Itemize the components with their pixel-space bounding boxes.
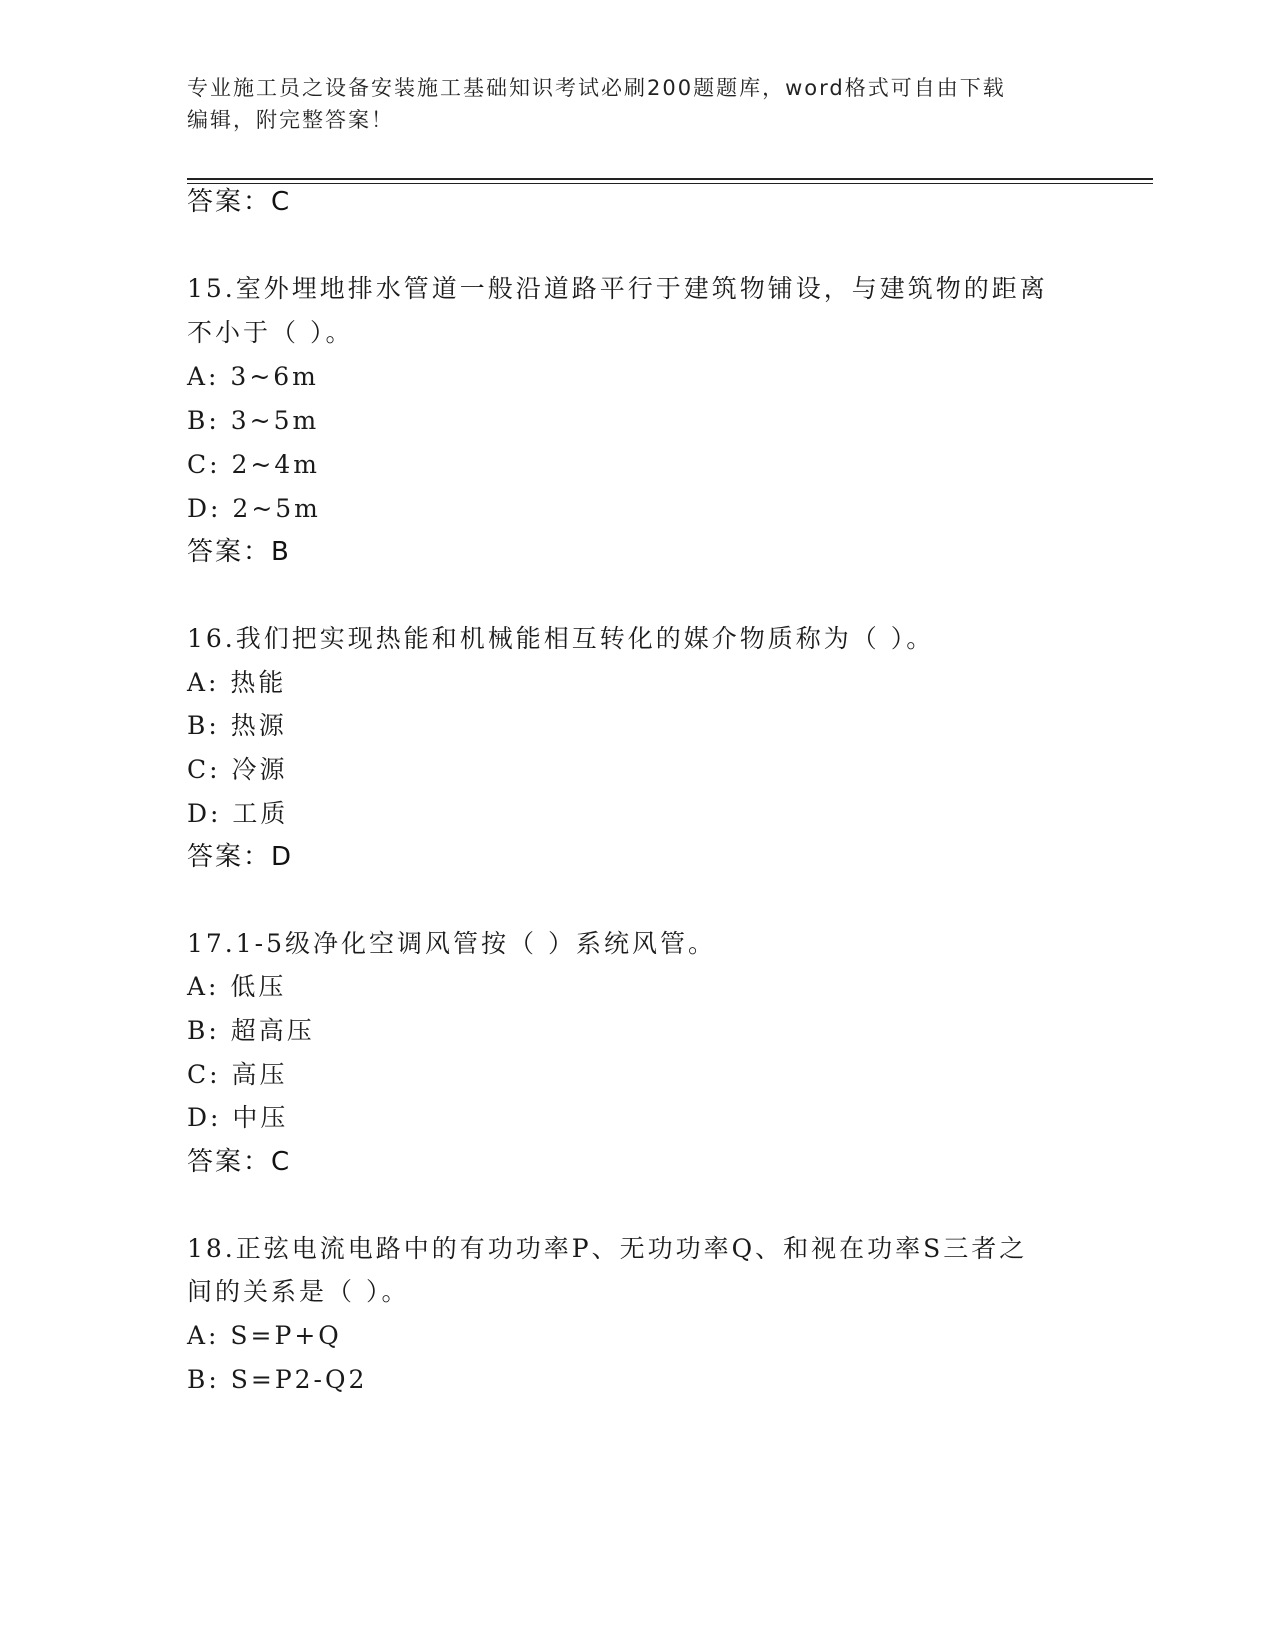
question-stem-line-2: 间的关系是（ ）。 xyxy=(187,1277,410,1306)
document-header xyxy=(187,72,1067,136)
header-divider-thick xyxy=(187,178,1153,180)
question-stem-line-1: 17.1-5级净化空调风管按（ ）系统风管。 xyxy=(187,929,716,958)
option-d: D: 工质 xyxy=(187,799,289,828)
answer: 答案：B xyxy=(187,537,291,567)
option-a: A: 3~6m xyxy=(187,362,319,391)
question-stem-line-2: 不小于（ ）。 xyxy=(187,318,354,347)
option-b: B: 3~5m xyxy=(187,406,320,435)
header-divider-thin xyxy=(187,183,1153,184)
option-d: D: 中压 xyxy=(187,1103,289,1132)
option-c: C: 高压 xyxy=(187,1060,288,1089)
header-line-1: 专业施工员之设备安装施工基础知识考试必刷200题题库，word格式可自由下载 xyxy=(187,76,1006,100)
option-a: A: S=P+Q xyxy=(187,1321,342,1350)
option-b: B: 热源 xyxy=(187,711,287,740)
header-line-2: 编辑，附完整答案！ xyxy=(187,108,394,132)
option-d: D: 2~5m xyxy=(187,494,321,523)
option-b: B: S=P2-Q2 xyxy=(187,1365,368,1394)
option-a: A: 低压 xyxy=(187,972,287,1001)
option-c: C: 2~4m xyxy=(187,450,320,479)
answer: 答案：C xyxy=(187,1147,292,1177)
answer: 答案：D xyxy=(187,842,294,872)
question-stem-line-1: 18.正弦电流电路中的有功功率P、无功功率Q、和视在功率S三者之 xyxy=(187,1234,1028,1263)
option-a: A: 热能 xyxy=(187,668,287,697)
option-c: C: 冷源 xyxy=(187,755,288,784)
option-b: B: 超高压 xyxy=(187,1016,315,1045)
question-stem-line-1: 16.我们把实现热能和机械能相互转化的媒介物质称为（ ）。 xyxy=(187,624,935,653)
question-stem-line-1: 15.室外埋地排水管道一般沿道路平行于建筑物铺设，与建筑物的距离 xyxy=(187,274,1048,303)
previous-answer: 答案：C xyxy=(187,187,292,217)
